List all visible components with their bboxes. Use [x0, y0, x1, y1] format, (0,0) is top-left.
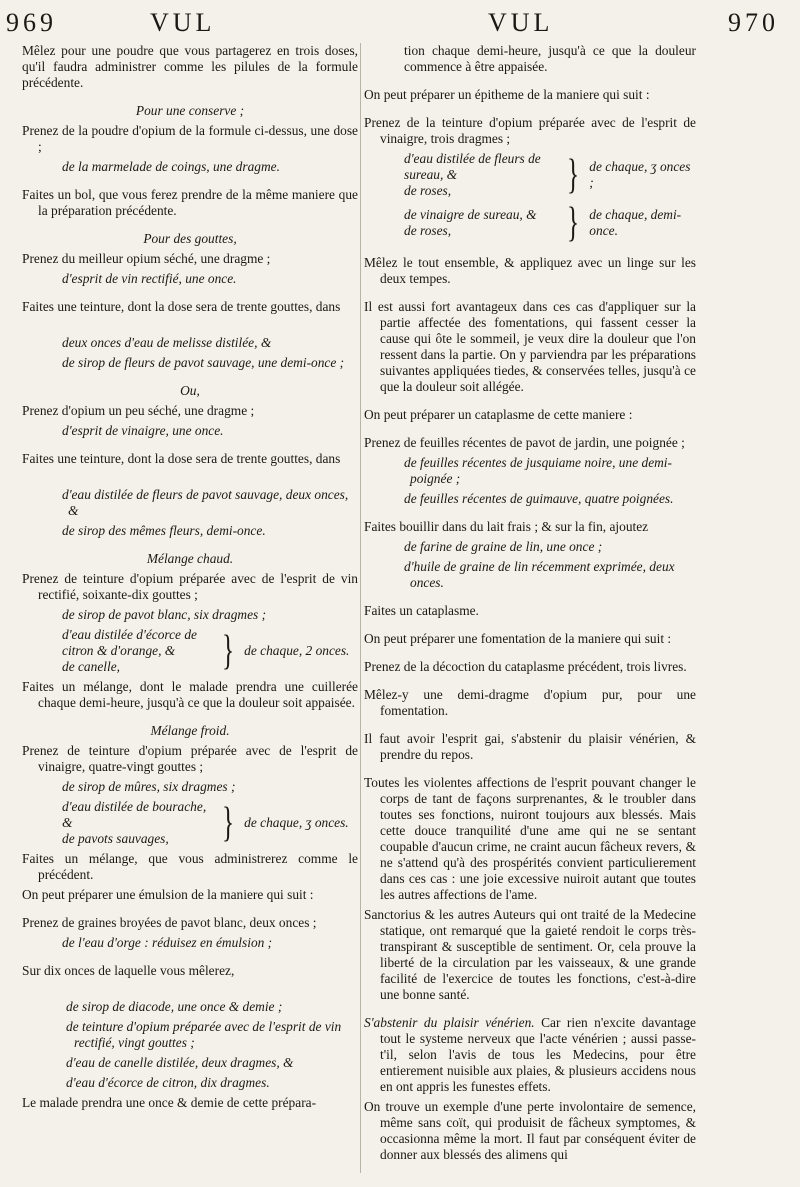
- recipe-emulsion-item: de l'eau d'orge : réduisez en émulsion ;: [62, 935, 273, 950]
- brace-items: [62, 627, 212, 675]
- paragraph-faites-cataplasme: Faites un cataplasme.: [364, 603, 479, 618]
- recipe-cataplasme-main: Prenez de feuilles récentes de pavot de jardin, une poignée ;: [364, 435, 685, 450]
- column-divider: [360, 43, 361, 1173]
- paragraph-melez-tempes: Mêlez le tout ensemble, & appliquez avec un linge sur les deux tempes.: [364, 255, 696, 286]
- teinture-1-item-a: deux onces d'eau de melisse distilée, &: [62, 335, 272, 350]
- abstenir-lead: S'abstenir du plaisir vénérien.: [364, 1015, 535, 1030]
- brace-item: d'eau distilée de fleurs de sureau, &: [404, 151, 541, 182]
- dix-onces-item-d: d'eau d'écorce de citron, dix dragmes.: [66, 1075, 270, 1090]
- paragraph-melez-y: Mêlez-y une demi-dragme d'opium pur, pour une fomentation.: [364, 687, 696, 718]
- paragraph-bol: Faites un bol, que vous ferez prendre de la même maniere que la préparation précédente.: [22, 187, 358, 218]
- paragraph-exemple: On trouve un exemple d'une perte involontaire de semence, même sans coït, qui produisit de fâcheux symptomes, & occasionna même la mort. Il faut par conséquent éviter de donner aux blessés des alimens qui: [364, 1099, 696, 1162]
- left-column: [22, 43, 358, 1115]
- recipe-froid-brace: [22, 799, 358, 847]
- recipe-decoction: Prenez de la décoction du cataplasme précédent, trois livres.: [364, 659, 687, 674]
- paragraph-teinture-1: Faites une teinture, dont la dose sera de trente gouttes, dans: [22, 299, 341, 314]
- recipe-gouttes-item: d'esprit de vin rectifié, une once.: [62, 271, 237, 286]
- brace-note: de chaque, ʒ onces.: [244, 815, 349, 830]
- brace-note: de chaque, 2 onces.: [244, 643, 350, 658]
- brace-note: de chaque, ʒ onces ;: [589, 159, 691, 190]
- recipe-ou-item: d'esprit de vinaigre, une once.: [62, 423, 224, 438]
- recipe-ou-main: Prenez d'opium un peu séché, une dragme ;: [22, 403, 255, 418]
- bouillir-item-b: d'huile de graine de lin récemment exprimée, deux onces.: [404, 559, 675, 590]
- recipe-epitheme-brace-2: [364, 200, 696, 246]
- heading-ou: Ou,: [180, 383, 200, 398]
- paragraph-sanctorius: Sanctorius & les autres Auteurs qui ont traité de la Medecine statique, ont remarqué que la gaieté rendoit le corps très-transpirant & susceptible de sentiment. Or, cela prouve la liberté de la circulation par les vaisseaux, & une grande facilité de l'exercice de toutes les fonctions, c'est-à-dire une bonne santé.: [364, 907, 696, 1002]
- recipe-chaud-brace: [22, 627, 358, 675]
- paragraph-powder: Mêlez pour une poudre que vous partagerez en trois doses, qu'il faudra administrer comme les pilules de la formule précédente.: [22, 43, 358, 90]
- paragraph-violentes: Toutes les violentes affections de l'esprit pouvant changer le corps de tant de façons surprenantes, & le troubler dans toutes ses fonctions, nuiront toujours aux blessés. Mais cette douce tranquilité d'une ame qui ne se sentant coupable d'aucun crime, ne craint aucun fâcheux revers, & ne s'attend qu'à des prospérités convient particulierement dans ces cas : une joie excessive nuiroit autant que toutes les autres affections de l'ame.: [364, 775, 696, 902]
- brace-items: [62, 799, 212, 847]
- brace-note: de chaque, demi-once.: [589, 207, 682, 238]
- recipe-conserve-item: de la marmelade de coings, une dragme.: [62, 159, 280, 174]
- paragraph-chaud-end: Faites un mélange, dont le malade prendra une cuillerée chaque demi-heure, jusqu'à ce que la douleur soit appaisée.: [22, 679, 358, 710]
- teinture-2-item-a: d'eau distilée de fleurs de pavot sauvage, deux onces, &: [62, 487, 349, 518]
- heading-conserve: Pour une conserve ;: [135, 103, 245, 118]
- paragraph-fomentation-intro: On peut préparer une fomentation de la maniere qui suit :: [364, 631, 672, 646]
- brace-item: de pavots sauvages,: [62, 831, 169, 846]
- paragraph-epitheme-intro: On peut préparer un épitheme de la maniere qui suit :: [364, 87, 650, 102]
- recipe-epitheme-main: Prenez de la teinture d'opium préparée avec de l'esprit de vinaigre, trois dragmes ;: [364, 115, 696, 146]
- dix-onces-item-c: d'eau de canelle distilée, deux dragmes, &: [66, 1055, 294, 1070]
- brace-symbol: }: [567, 200, 580, 246]
- heading-melange-chaud: Mélange chaud.: [146, 551, 234, 566]
- paragraph-cataplasme-intro: On peut préparer un cataplasme de cette maniere :: [364, 407, 633, 422]
- brace-item: d'eau distilée de bourache, &: [62, 799, 207, 830]
- brace-items: [404, 207, 557, 239]
- brace-symbol: }: [222, 800, 235, 846]
- brace-items: [404, 151, 557, 199]
- brace-item: d'eau distilée d'écorce de citron & d'orange, &: [62, 627, 197, 658]
- brace-symbol: }: [567, 152, 580, 198]
- recipe-froid-main: Prenez de teinture d'opium préparée avec de l'esprit de vinaigre, quatre-vingt gouttes ;: [22, 743, 358, 774]
- left-page-number: 969: [6, 8, 57, 37]
- recipe-chaud-item: de sirop de pavot blanc, six dragmes ;: [62, 607, 267, 622]
- paragraph-abstenir: [364, 1015, 696, 1095]
- recipe-epitheme-brace-1: [364, 151, 696, 199]
- brace-item: de vinaigre de sureau, &: [404, 207, 537, 222]
- dix-onces-item-a: de sirop de diacode, une once & demie ;: [66, 999, 283, 1014]
- bouillir-item-a: de farine de graine de lin, une once ;: [404, 539, 603, 554]
- right-column: [364, 43, 696, 1167]
- brace-item: de roses,: [404, 183, 452, 198]
- recipe-gouttes-main: Prenez du meilleur opium séché, une dragme ;: [22, 251, 271, 266]
- teinture-2-item-b: de sirop des mêmes fleurs, demi-once.: [62, 523, 266, 538]
- recipe-emulsion-main: Prenez de graines broyées de pavot blanc, deux onces ;: [22, 915, 317, 930]
- dix-onces-item-b: de teinture d'opium préparée avec de l'esprit de vin rectifié, vingt gouttes ;: [66, 1019, 342, 1050]
- paragraph-dix-onces: Sur dix onces de laquelle vous mêlerez,: [22, 963, 235, 978]
- right-running-head: VUL: [488, 8, 554, 37]
- paragraph-teinture-2: Faites une teinture, dont la dose sera de trente gouttes, dans: [22, 451, 341, 466]
- brace-item: de roses,: [404, 223, 452, 238]
- heading-gouttes: Pour des gouttes,: [143, 231, 237, 246]
- teinture-1-item-b: de sirop de fleurs de pavot sauvage, une demi-once ;: [62, 355, 345, 370]
- recipe-chaud-main: Prenez de teinture d'opium préparée avec de l'esprit de vin rectifié, soixante-dix gouttes ;: [22, 571, 358, 602]
- heading-melange-froid: Mélange froid.: [150, 723, 230, 738]
- recipe-froid-item: de sirop de mûres, six dragmes ;: [62, 779, 236, 794]
- recipe-conserve-main: Prenez de la poudre d'opium de la formule ci-dessus, une dose ;: [22, 123, 358, 154]
- left-running-head: VUL: [150, 8, 216, 37]
- recipe-cataplasme-item-c: de feuilles récentes de guimauve, quatre poignées.: [404, 491, 674, 506]
- brace-symbol: }: [222, 628, 235, 674]
- paragraph-continuation: tion chaque demi-heure, jusqu'à ce que la douleur commence à être appaisée.: [404, 43, 696, 74]
- paragraph-bouillir: Faites bouillir dans du lait frais ; & sur la fin, ajoutez: [364, 519, 649, 534]
- paragraph-esprit-gai: Il faut avoir l'esprit gai, s'abstenir du plaisir vénérien, & prendre du repos.: [364, 731, 696, 762]
- paragraph-last-left: Le malade prendra une once & demie de cette prépara-: [22, 1095, 317, 1110]
- paragraph-froid-end: Faites un mélange, que vous administrerez comme le précédent.: [22, 851, 358, 882]
- paragraph-fomentations: Il est aussi fort avantageux dans ces cas d'appliquer sur la partie affectée des fomentations, qui fassent cesser la cause qui ôte le sommeil, je veux dire la douleur que l'on ressent dans la partie. On y parviendra par les préparations suivantes appliquées tiedes, & conservées telles, jusqu'à ce que la douleur soit allégée.: [364, 299, 696, 394]
- brace-item: de canelle,: [62, 659, 120, 674]
- right-page-number: 970: [728, 8, 779, 37]
- paragraph-emulsion-intro: On peut préparer une émulsion de la maniere qui suit :: [22, 887, 314, 902]
- recipe-cataplasme-item-b: de feuilles récentes de jusquiame noire, une demi-poignée ;: [404, 455, 672, 486]
- abstenir-body: Car rien n'excite davantage tout le systeme nerveux que l'acte vénérien ; aussi passe-t'il, selon l'avis de tous les Medecins, pour être entierement nuisible aux plaies, & plusieurs accidens nous en ont appris les funestes effets.: [380, 1015, 696, 1094]
